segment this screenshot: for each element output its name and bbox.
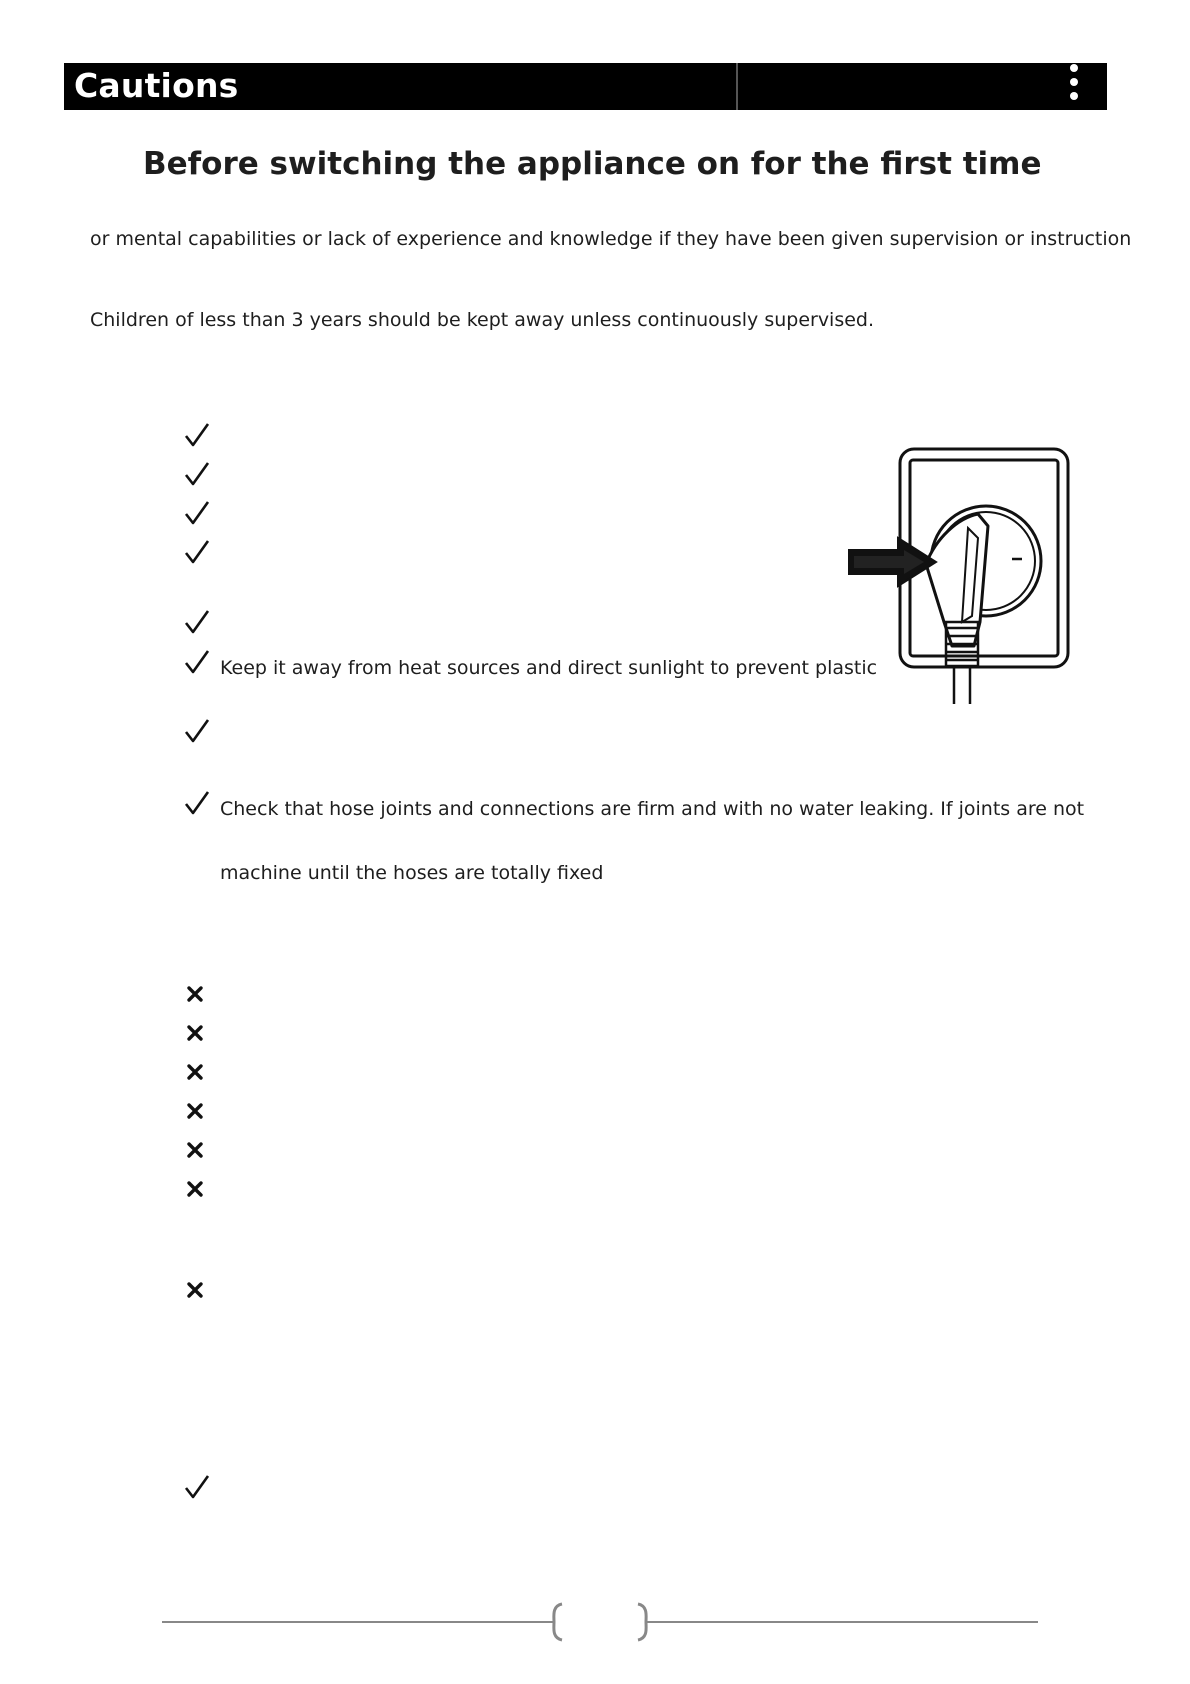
header-divider — [736, 63, 738, 110]
header-title: Cautions — [74, 66, 239, 105]
check-icon — [184, 539, 210, 565]
check-item-continuation: machine until the hoses are totally fixed — [220, 862, 604, 884]
cross-icon — [185, 1179, 211, 1205]
check-icon — [184, 790, 210, 816]
check-icon — [184, 609, 210, 635]
cross-icon — [185, 1280, 211, 1306]
check-icon — [184, 649, 210, 675]
check-icon — [184, 718, 210, 744]
paragraph-supervision: or mental capabilities or lack of experience and knowledge if they have been given supervision or instruction — [90, 228, 1132, 250]
cross-icon — [185, 1023, 211, 1049]
check-icon — [184, 422, 210, 448]
plug-socket-icon — [848, 446, 1070, 716]
cross-icon — [185, 984, 211, 1010]
check-icon — [184, 1474, 210, 1500]
footer-rule — [162, 1600, 1038, 1650]
check-item-text: Check that hose joints and connections are firm and with no water leaking. If joints are not — [220, 798, 1085, 820]
paragraph-children: Children of less than 3 years should be kept away unless continuously supervised. — [90, 309, 875, 331]
cross-icon — [185, 1062, 211, 1088]
check-icon — [184, 500, 210, 526]
check-icon — [184, 461, 210, 487]
cross-icon — [185, 1140, 211, 1166]
cross-icon — [185, 1101, 211, 1127]
check-item-text: Keep it away from heat sources and direct sunlight to prevent plastic — [220, 657, 878, 679]
vertical-dots-icon — [1069, 64, 1079, 110]
section-title: Before switching the appliance on for the first time — [143, 146, 1042, 182]
